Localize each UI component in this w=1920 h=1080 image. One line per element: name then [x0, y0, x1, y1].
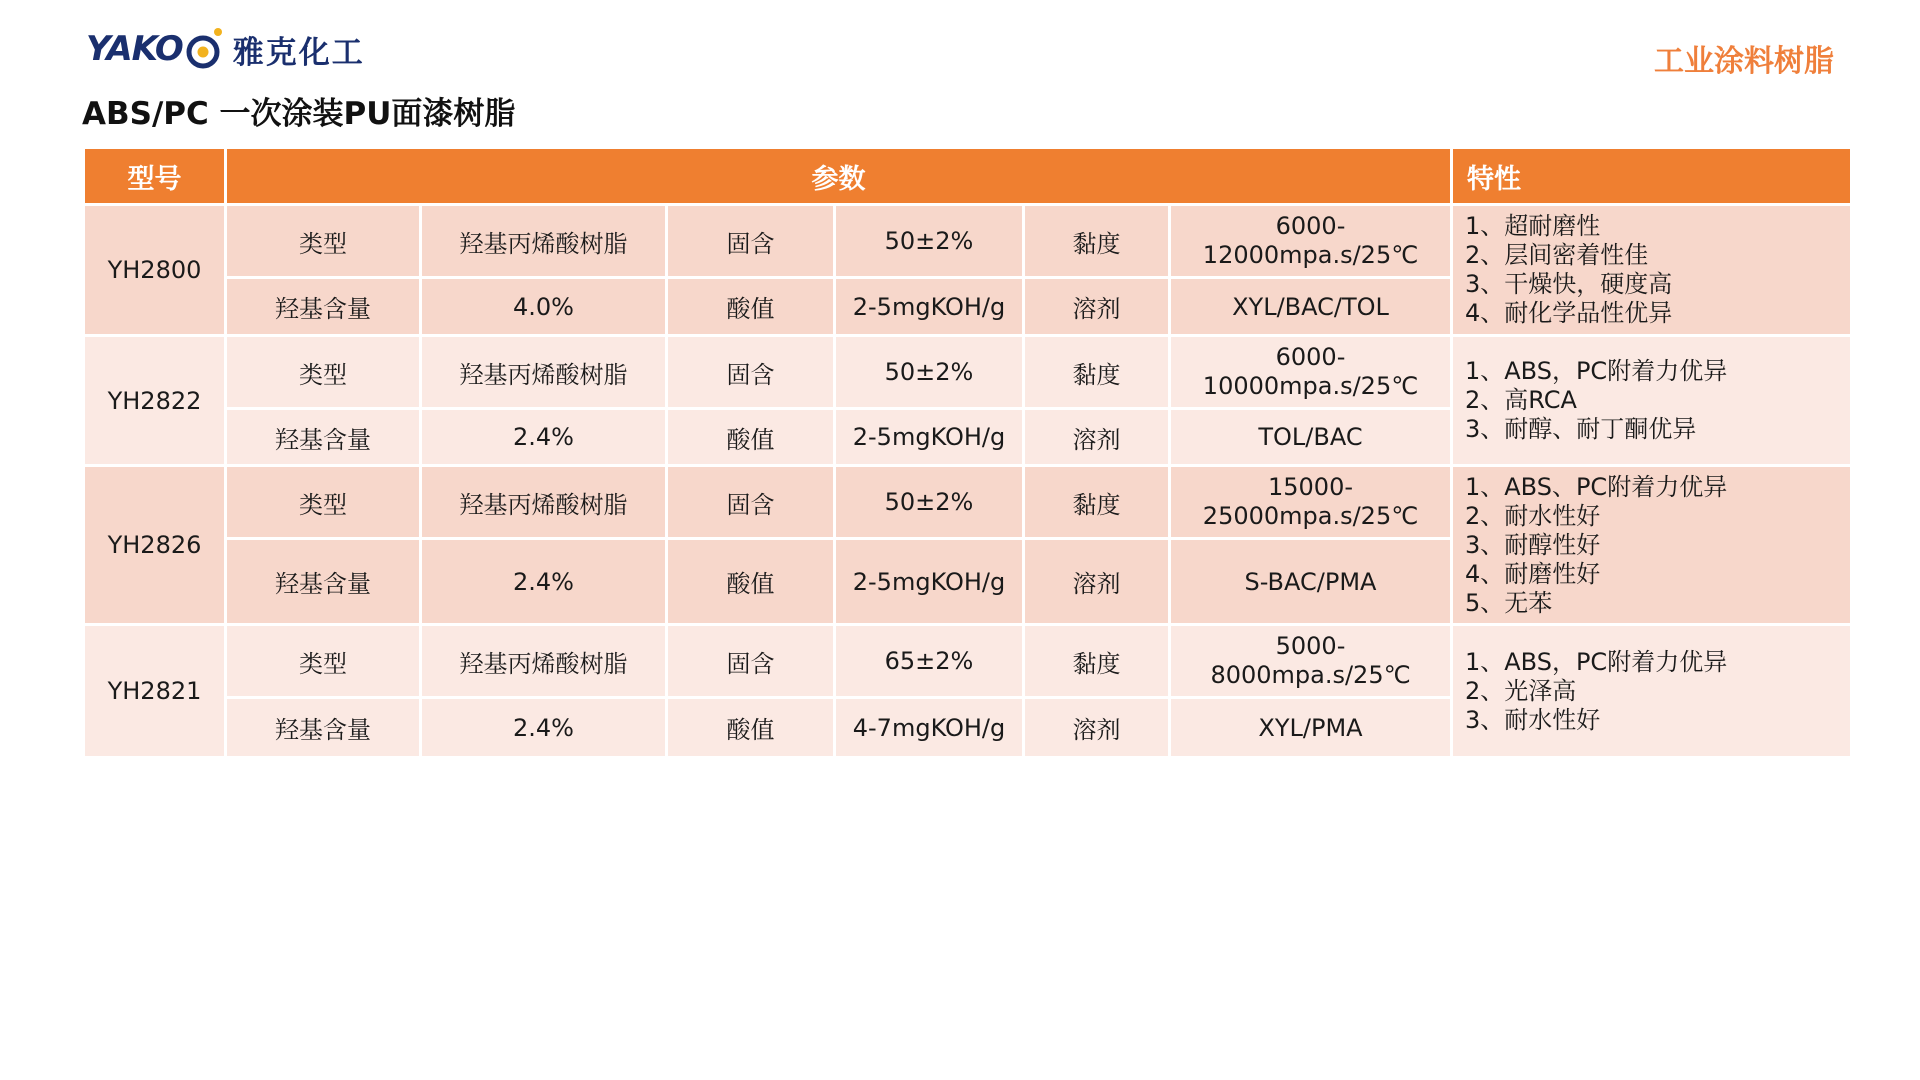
- product-spec-table: [82, 146, 1853, 759]
- param-label: 黏度: [1024, 336, 1170, 409]
- feature-item: 5、无苯: [1465, 588, 1553, 617]
- param-value: 2.4%: [421, 409, 667, 466]
- param-label: 羟基含量: [226, 539, 421, 625]
- feature-item: 1、ABS，PC附着力优异: [1465, 357, 1728, 385]
- param-label: 酸值: [667, 698, 835, 758]
- viscosity-line: 15000-: [1267, 473, 1353, 501]
- table-header-row: [84, 148, 1852, 205]
- param-label: 黏度: [1024, 205, 1170, 278]
- feature-item: 4、耐化学品性优异: [1465, 299, 1673, 327]
- param-label: 类型: [226, 336, 421, 409]
- feature-item: 3、耐水性好: [1465, 705, 1601, 734]
- param-label: 固含: [667, 205, 835, 278]
- param-label: 固含: [667, 336, 835, 409]
- viscosity-line: 25000mpa.s/25℃: [1202, 502, 1419, 530]
- viscosity-line: 10000mpa.s/25℃: [1202, 372, 1419, 400]
- logo-ring-icon: [185, 22, 227, 76]
- header-params: 参数: [226, 148, 1452, 205]
- feature-item: 3、耐醇、耐丁酮优异: [1465, 415, 1697, 443]
- features-cell: [1452, 336, 1852, 466]
- param-label: 酸值: [667, 409, 835, 466]
- logo-chinese-name: 雅克化工: [232, 34, 365, 71]
- viscosity-value: [1170, 466, 1452, 539]
- feature-item: 2、层间密着性佳: [1465, 241, 1649, 269]
- brand-logo: [86, 22, 365, 76]
- category-label: 工业涂料树脂: [1654, 44, 1834, 79]
- header-model: 型号: [84, 148, 226, 205]
- viscosity-value: [1170, 625, 1452, 698]
- param-value: 2-5mgKOH/g: [835, 539, 1024, 625]
- model-cell: YH2821: [84, 625, 226, 758]
- param-value: 羟基丙烯酸树脂: [421, 466, 667, 539]
- table-row: [84, 336, 1852, 409]
- model-cell: YH2822: [84, 336, 226, 466]
- param-value: 羟基丙烯酸树脂: [421, 625, 667, 698]
- param-value: 50±2%: [835, 336, 1024, 409]
- feature-item: 1、超耐磨性: [1465, 212, 1601, 240]
- viscosity-line: 5000-: [1275, 632, 1346, 660]
- param-label: 黏度: [1024, 625, 1170, 698]
- param-label: 固含: [667, 466, 835, 539]
- param-label: 羟基含量: [226, 278, 421, 336]
- feature-item: 4、耐磨性好: [1465, 559, 1601, 588]
- param-value: 65±2%: [835, 625, 1024, 698]
- param-label: 酸值: [667, 539, 835, 625]
- param-value: 羟基丙烯酸树脂: [421, 336, 667, 409]
- param-value: XYL/PMA: [1170, 698, 1452, 758]
- model-cell: YH2826: [84, 466, 226, 625]
- param-value: 羟基丙烯酸树脂: [421, 205, 667, 278]
- param-value: 50±2%: [835, 466, 1024, 539]
- logo-wordmark: YAKO: [86, 29, 183, 69]
- feature-item: 1、ABS，PC附着力优异: [1465, 647, 1728, 676]
- param-label: 溶剂: [1024, 539, 1170, 625]
- param-label: 类型: [226, 625, 421, 698]
- param-label: 羟基含量: [226, 698, 421, 758]
- viscosity-line: 12000mpa.s/25℃: [1202, 241, 1419, 269]
- param-value: TOL/BAC: [1170, 409, 1452, 466]
- table-row: [84, 625, 1852, 698]
- viscosity-value: [1170, 336, 1452, 409]
- param-label: 固含: [667, 625, 835, 698]
- features-cell: [1452, 625, 1852, 758]
- model-cell: YH2800: [84, 205, 226, 336]
- param-value: 4.0%: [421, 278, 667, 336]
- param-value: 50±2%: [835, 205, 1024, 278]
- table-row: [84, 205, 1852, 278]
- param-label: 溶剂: [1024, 698, 1170, 758]
- param-label: 酸值: [667, 278, 835, 336]
- param-value: 2.4%: [421, 539, 667, 625]
- viscosity-line: 6000-: [1275, 343, 1346, 371]
- feature-item: 3、干燥快，硬度高: [1465, 270, 1673, 298]
- param-label: 羟基含量: [226, 409, 421, 466]
- param-label: 类型: [226, 205, 421, 278]
- feature-item: 2、光泽高: [1465, 676, 1577, 705]
- param-value: S-BAC/PMA: [1170, 539, 1452, 625]
- param-value: 2-5mgKOH/g: [835, 409, 1024, 466]
- feature-item: 2、高RCA: [1465, 386, 1577, 414]
- feature-item: 2、耐水性好: [1465, 501, 1601, 530]
- table-row: [84, 466, 1852, 539]
- features-cell: [1452, 205, 1852, 336]
- features-cell: [1452, 466, 1852, 625]
- param-label: 溶剂: [1024, 409, 1170, 466]
- param-label: 黏度: [1024, 466, 1170, 539]
- param-label: 溶剂: [1024, 278, 1170, 336]
- page-title: ABS/PC 一次涂装PU面漆树脂: [82, 96, 516, 132]
- feature-item: 1、ABS、PC附着力优异: [1465, 472, 1728, 501]
- param-value: 2.4%: [421, 698, 667, 758]
- param-value: 4-7mgKOH/g: [835, 698, 1024, 758]
- header-features: 特性: [1452, 148, 1852, 205]
- param-value: 2-5mgKOH/g: [835, 278, 1024, 336]
- viscosity-line: 8000mpa.s/25℃: [1210, 661, 1411, 689]
- viscosity-value: [1170, 205, 1452, 278]
- param-value: XYL/BAC/TOL: [1170, 278, 1452, 336]
- feature-item: 3、耐醇性好: [1465, 530, 1601, 559]
- viscosity-line: 6000-: [1275, 212, 1346, 240]
- param-label: 类型: [226, 466, 421, 539]
